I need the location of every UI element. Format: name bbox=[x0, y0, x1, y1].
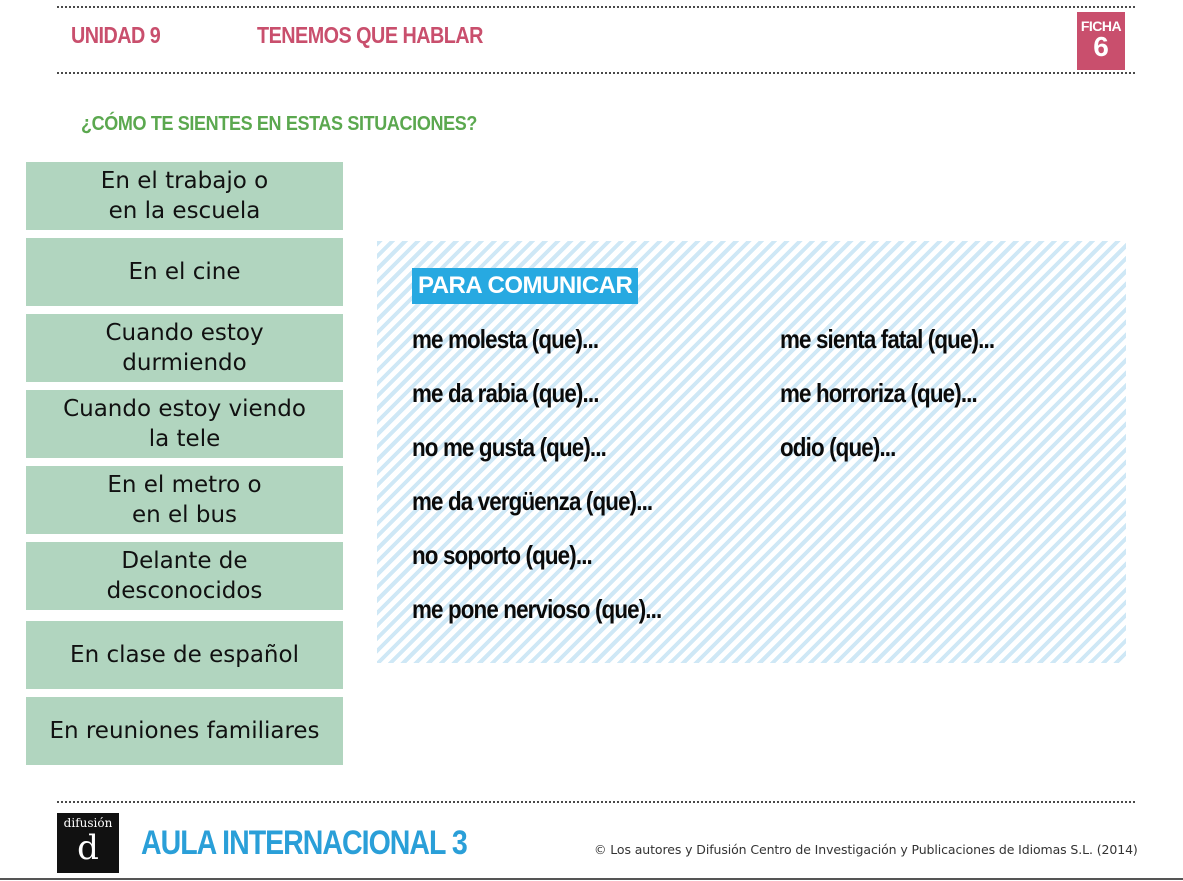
header-dotted-rule bbox=[57, 72, 1135, 74]
expression-item: no me gusta (que)... bbox=[412, 432, 606, 462]
publisher-logo bbox=[57, 813, 119, 873]
situation-card: En el metro o en el bus bbox=[26, 466, 343, 534]
expression-item: me da vergüenza (que)... bbox=[412, 486, 653, 516]
unit-label: UNIDAD 9 bbox=[71, 22, 161, 48]
expression-item: me sienta fatal (que)... bbox=[780, 324, 995, 354]
situation-card: Cuando estoy viendo la tele bbox=[26, 390, 343, 458]
logo-mark: d bbox=[77, 828, 99, 868]
situation-card: En reuniones familiares bbox=[26, 697, 343, 765]
expression-item: me horroriza (que)... bbox=[780, 378, 977, 408]
ficha-label: FICHA bbox=[1080, 18, 1122, 34]
logo-brand: difusión bbox=[63, 816, 113, 830]
book-title: AULA INTERNACIONAL 3 bbox=[141, 824, 467, 862]
para-comunicar-heading: PARA COMUNICAR bbox=[412, 268, 638, 304]
top-dotted-rule bbox=[57, 6, 1135, 8]
copyright-notice: © Los autores y Difusión Centro de Investigación y Publicaciones de Idiomas S.L. (2014) bbox=[594, 842, 1138, 857]
situation-card: Cuando estoy durmiendo bbox=[26, 314, 343, 382]
expression-item: odio (que)... bbox=[780, 432, 896, 462]
ficha-badge bbox=[1077, 12, 1125, 70]
bottom-rule bbox=[0, 878, 1183, 880]
situation-card: En clase de español bbox=[26, 621, 343, 689]
ficha-number: 6 bbox=[1093, 31, 1109, 62]
footer-dotted-rule bbox=[57, 801, 1135, 803]
situation-card: Delante de desconocidos bbox=[26, 542, 343, 610]
expression-item: me molesta (que)... bbox=[412, 324, 599, 354]
situation-card: En el cine bbox=[26, 238, 343, 306]
expression-item: me da rabia (que)... bbox=[412, 378, 599, 408]
expression-item: me pone nervioso (que)... bbox=[412, 594, 662, 624]
situation-card: En el trabajo o en la escuela bbox=[26, 162, 343, 230]
unit-title: TENEMOS QUE HABLAR bbox=[257, 22, 483, 48]
section-question: ¿CÓMO TE SIENTES EN ESTAS SITUACIONES? bbox=[81, 113, 478, 135]
expression-item: no soporto (que)... bbox=[412, 540, 592, 570]
